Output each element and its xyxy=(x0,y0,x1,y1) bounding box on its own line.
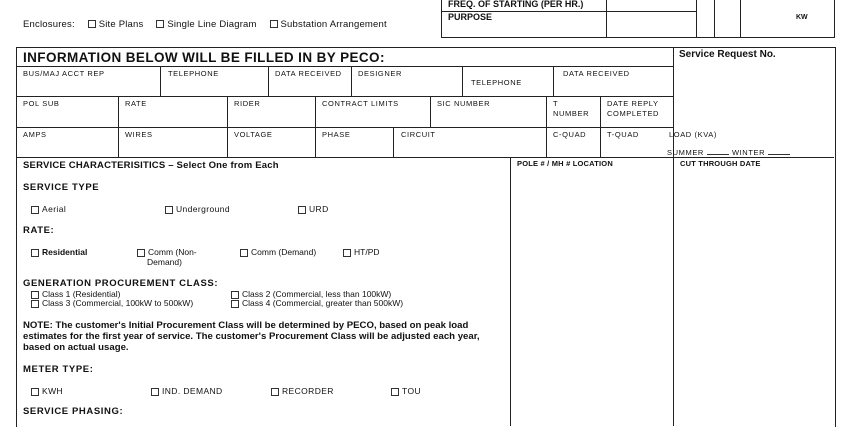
amps-label: AMPS xyxy=(23,130,47,139)
checkbox-icon[interactable] xyxy=(271,388,279,396)
voltage-label: VOLTAGE xyxy=(234,130,273,139)
summer-label: SUMMER WINTER xyxy=(667,148,790,157)
enclosures-label: Enclosures: xyxy=(23,19,75,30)
checkbox-icon[interactable] xyxy=(165,206,173,214)
pole-mh-location-label: POLE # / MH # LOCATION xyxy=(517,159,613,168)
enclosures-row xyxy=(23,19,387,30)
ind-demand-option[interactable]: IND. DEMAND xyxy=(151,386,223,396)
purpose-label: PURPOSE xyxy=(448,12,493,22)
service-type-heading: SERVICE TYPE xyxy=(23,182,100,193)
sic-number-label: SIC NUMBER xyxy=(437,99,491,108)
pol-sub-label: POL SUB xyxy=(23,99,60,108)
comm-non-demand-option-line2: Demand) xyxy=(147,257,182,267)
meter-type-heading: METER TYPE: xyxy=(23,364,94,375)
service-phasing-heading: SERVICE PHASING: xyxy=(23,406,124,417)
ht-pd-option[interactable]: HT/PD xyxy=(343,247,380,257)
load-kva-label: LOAD (KVA) xyxy=(669,130,717,139)
class-4-option[interactable]: Class 4 (Commercial, greater than 500kW) xyxy=(231,298,403,308)
circuit-label: CIRCUIT xyxy=(401,130,436,139)
tou-option[interactable]: TOU xyxy=(391,386,421,396)
checkbox-icon[interactable] xyxy=(270,20,278,28)
completed-label: COMPLETED xyxy=(607,109,660,118)
recorder-option[interactable]: RECORDER xyxy=(271,386,334,396)
checkbox-icon[interactable] xyxy=(240,249,248,257)
checkbox-icon[interactable] xyxy=(231,300,239,308)
class-1-option[interactable]: Class 1 (Residential) xyxy=(31,289,120,299)
peco-section-title: INFORMATION BELOW WILL BE FILLED IN BY PECO: xyxy=(23,50,385,65)
class-3-option[interactable]: Class 3 (Commercial, 100kW to 500kW) xyxy=(31,298,193,308)
t-quad-label: T-QUAD xyxy=(607,130,639,139)
residential-option[interactable]: Residential xyxy=(31,247,87,257)
checkbox-icon[interactable] xyxy=(31,300,39,308)
freq-of-starting-label: FREQ. OF STARTING (PER HR.) xyxy=(448,0,584,9)
service-characteristics-heading: SERVICE CHARACTERISITICS – Select One from Each xyxy=(23,160,279,171)
urd-option[interactable]: URD xyxy=(298,204,329,214)
checkbox-icon[interactable] xyxy=(137,249,145,257)
rider-label: RIDER xyxy=(234,99,261,108)
wires-label: WIRES xyxy=(125,130,153,139)
aerial-option[interactable]: Aerial xyxy=(31,204,66,214)
telephone-label: TELEPHONE xyxy=(168,69,219,78)
comm-non-demand-option[interactable]: Comm (Non- xyxy=(137,247,197,257)
checkbox-icon[interactable] xyxy=(88,20,96,28)
procurement-note: NOTE: The customer's Initial Procurement Class will be determined by PECO, based on peak load estimates for the first year of service. The customer's Procurement Class will be adjusted each year, based on actual usage. xyxy=(23,320,480,353)
rate-label: RATE xyxy=(125,99,147,108)
checkbox-icon[interactable] xyxy=(156,20,164,28)
checkbox-icon[interactable] xyxy=(298,206,306,214)
telephone-label: TELEPHONE xyxy=(471,78,522,87)
underground-option[interactable]: Underground xyxy=(165,204,230,214)
data-received-label: DATA RECEIVED xyxy=(563,69,630,78)
designer-label: DESIGNER xyxy=(358,69,402,78)
c-quad-label: C-QUAD xyxy=(553,130,587,139)
service-request-label: Service Request No. xyxy=(679,49,776,60)
phase-label: PHASE xyxy=(322,130,351,139)
date-reply-label: DATE REPLY xyxy=(607,99,659,108)
rate-heading: RATE: xyxy=(23,225,55,236)
cut-through-date-label: CUT THROUGH DATE xyxy=(680,159,761,168)
generation-procurement-heading: GENERATION PROCUREMENT CLASS: xyxy=(23,278,219,289)
substation-arrangement-option[interactable]: Substation Arrangement xyxy=(270,19,387,30)
checkbox-icon[interactable] xyxy=(391,388,399,396)
checkbox-icon[interactable] xyxy=(151,388,159,396)
data-received-label: DATA RECEIVED xyxy=(275,69,342,78)
contract-limits-label: CONTRACT LIMITS xyxy=(322,99,399,108)
t-label: T xyxy=(553,99,559,108)
checkbox-icon[interactable] xyxy=(31,249,39,257)
single-line-diagram-option[interactable]: Single Line Diagram xyxy=(156,19,256,30)
kwh-option[interactable]: KWH xyxy=(31,386,63,396)
site-plans-option[interactable]: Site Plans xyxy=(88,19,144,30)
kw-label: KW xyxy=(796,14,808,21)
bus-maj-acct-rep-label: BUS/MAJ ACCT REP xyxy=(23,69,105,78)
class-2-option[interactable]: Class 2 (Commercial, less than 100kW) xyxy=(231,289,391,299)
t-number-label: NUMBER xyxy=(553,109,590,118)
checkbox-icon[interactable] xyxy=(343,249,351,257)
checkbox-icon[interactable] xyxy=(31,206,39,214)
checkbox-icon[interactable] xyxy=(31,388,39,396)
comm-demand-option[interactable]: Comm (Demand) xyxy=(240,247,316,257)
